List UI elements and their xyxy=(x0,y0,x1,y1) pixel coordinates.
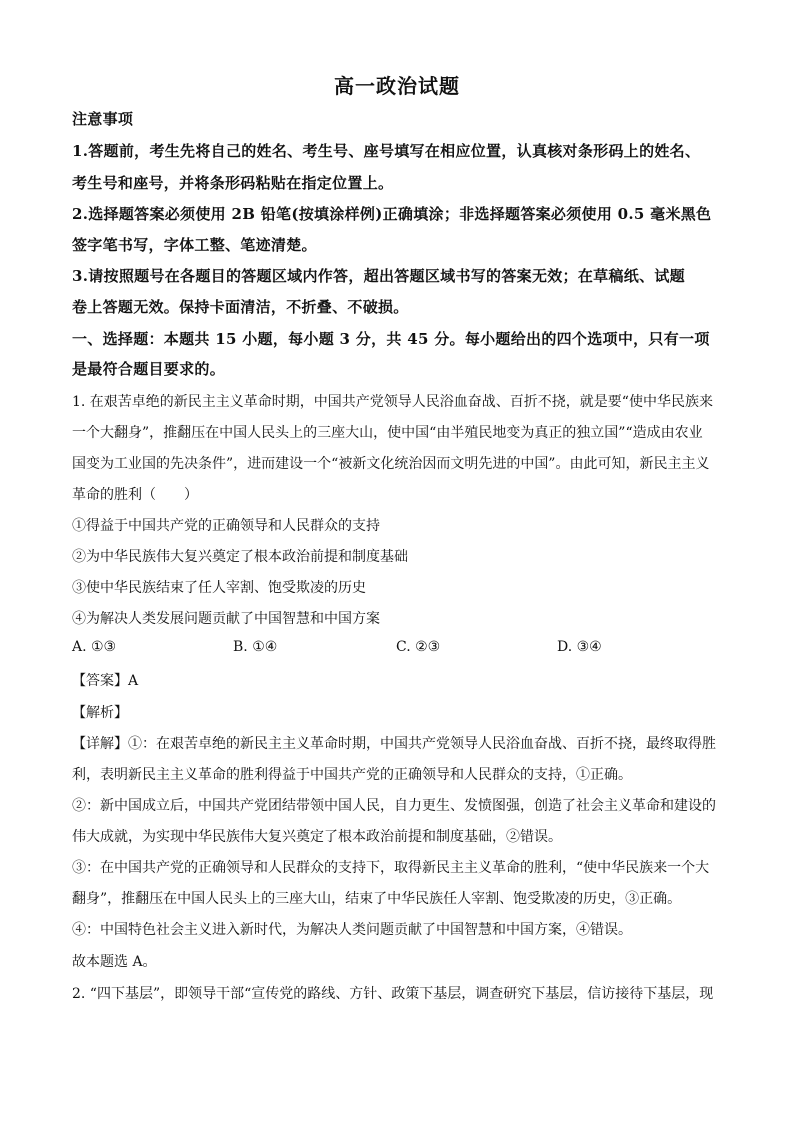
detail-line: 【详解】①：在艰苦卓绝的新民主主义革命时期，中国共产党领导人民浴血奋战、百折不挠，最终取得胜 xyxy=(72,736,716,752)
notice-line: 签字笔书写，字体工整、笔迹清楚。 xyxy=(72,236,317,254)
statement-item: ①得益于中国共产党的正确领导和人民群众的支持 xyxy=(72,518,380,534)
notice-line: 1.答题前，考生先将自己的姓名、考生号、座号填写在相应位置，认真核对条形码上的姓名、 xyxy=(72,142,701,160)
question-stem: 一个大翻身”，推翻压在中国人民头上的三座大山，使中国“由半殖民地变为真正的独立国”“造成由农业 xyxy=(72,425,703,441)
section-heading: 是最符合题目要求的。 xyxy=(72,360,226,378)
notice-line: 卷上答题无效。保持卡面清洁，不折叠、不破损。 xyxy=(72,298,409,316)
question-stem: 1. 在艰苦卓绝的新民主主义革命时期，中国共产党领导人民浴血奋战、百折不挠，就是要“使中华民族来 xyxy=(72,394,713,410)
detail-line: 利，表明新民主主义革命的胜利得益于中国共产党的正确领导和人民群众的支持，①正确。 xyxy=(72,767,632,783)
notice-line: 2.选择题答案必须使用 2B 铅笔(按填涂样例)正确填涂；非选择题答案必须使用 0.5 毫米黑色 xyxy=(72,205,712,223)
analysis-label: 【解析】 xyxy=(72,705,128,721)
option-c: C. ②③ xyxy=(396,639,441,655)
question-stem: 国变为工业国的先决条件”，进而建设一个“被新文化统治因而文明先进的中国”。由此可知，新民主主义 xyxy=(72,456,710,472)
section-heading: 一、选择题：本题共 15 小题，每小题 3 分，共 45 分。每小题给出的四个选项中，只有一项 xyxy=(72,330,710,348)
question-stem: 2. “四下基层”，即领导干部“宣传党的路线、方针、政策下基层，调查研究下基层，信访接待下基层，现 xyxy=(72,986,714,1002)
option-a: A. ①③ xyxy=(72,639,117,655)
detail-line: ③：在中国共产党的正确领导和人民群众的支持下，取得新民主主义革命的胜利，“使中华民族来一个大 xyxy=(72,860,710,876)
notice-line: 考生号和座号，并将条形码粘贴在指定位置上。 xyxy=(72,174,394,192)
answer-line: 【答案】A xyxy=(72,673,139,689)
detail-line: ④：中国特色社会主义进入新时代，为解决人类问题贡献了中国智慧和中国方案，④错误。 xyxy=(72,922,632,938)
page-title: 高一政治试题 xyxy=(334,74,460,98)
notice-line: 3.请按照题号在各题目的答题区域内作答，超出答题区域书写的答案无效；在草稿纸、试题 xyxy=(72,267,685,285)
detail-line: ②：新中国成立后，中国共产党团结带领中国人民，自力更生、发愤图强，创造了社会主义革命和建设的 xyxy=(72,798,716,814)
statement-item: ④为解决人类发展问题贡献了中国智慧和中国方案 xyxy=(72,611,380,627)
statement-item: ②为中华民族伟大复兴奠定了根本政治前提和制度基础 xyxy=(72,549,408,565)
detail-line: 翻身”，推翻压在中国人民头上的三座大山，结束了中华民族任人宰割、饱受欺凌的历史，③正确。 xyxy=(72,891,682,907)
notice-heading: 注意事项 xyxy=(72,110,134,128)
option-d: D. ③④ xyxy=(557,639,602,655)
question-stem: 革命的胜利（ ） xyxy=(72,487,198,503)
detail-line: 故本题选 A。 xyxy=(72,954,157,970)
option-b: B. ①④ xyxy=(233,639,278,655)
statement-item: ③使中华民族结束了任人宰割、饱受欺凌的历史 xyxy=(72,580,366,596)
detail-line: 伟大成就，为实现中华民族伟大复兴奠定了根本政治前提和制度基础，②错误。 xyxy=(72,829,562,845)
